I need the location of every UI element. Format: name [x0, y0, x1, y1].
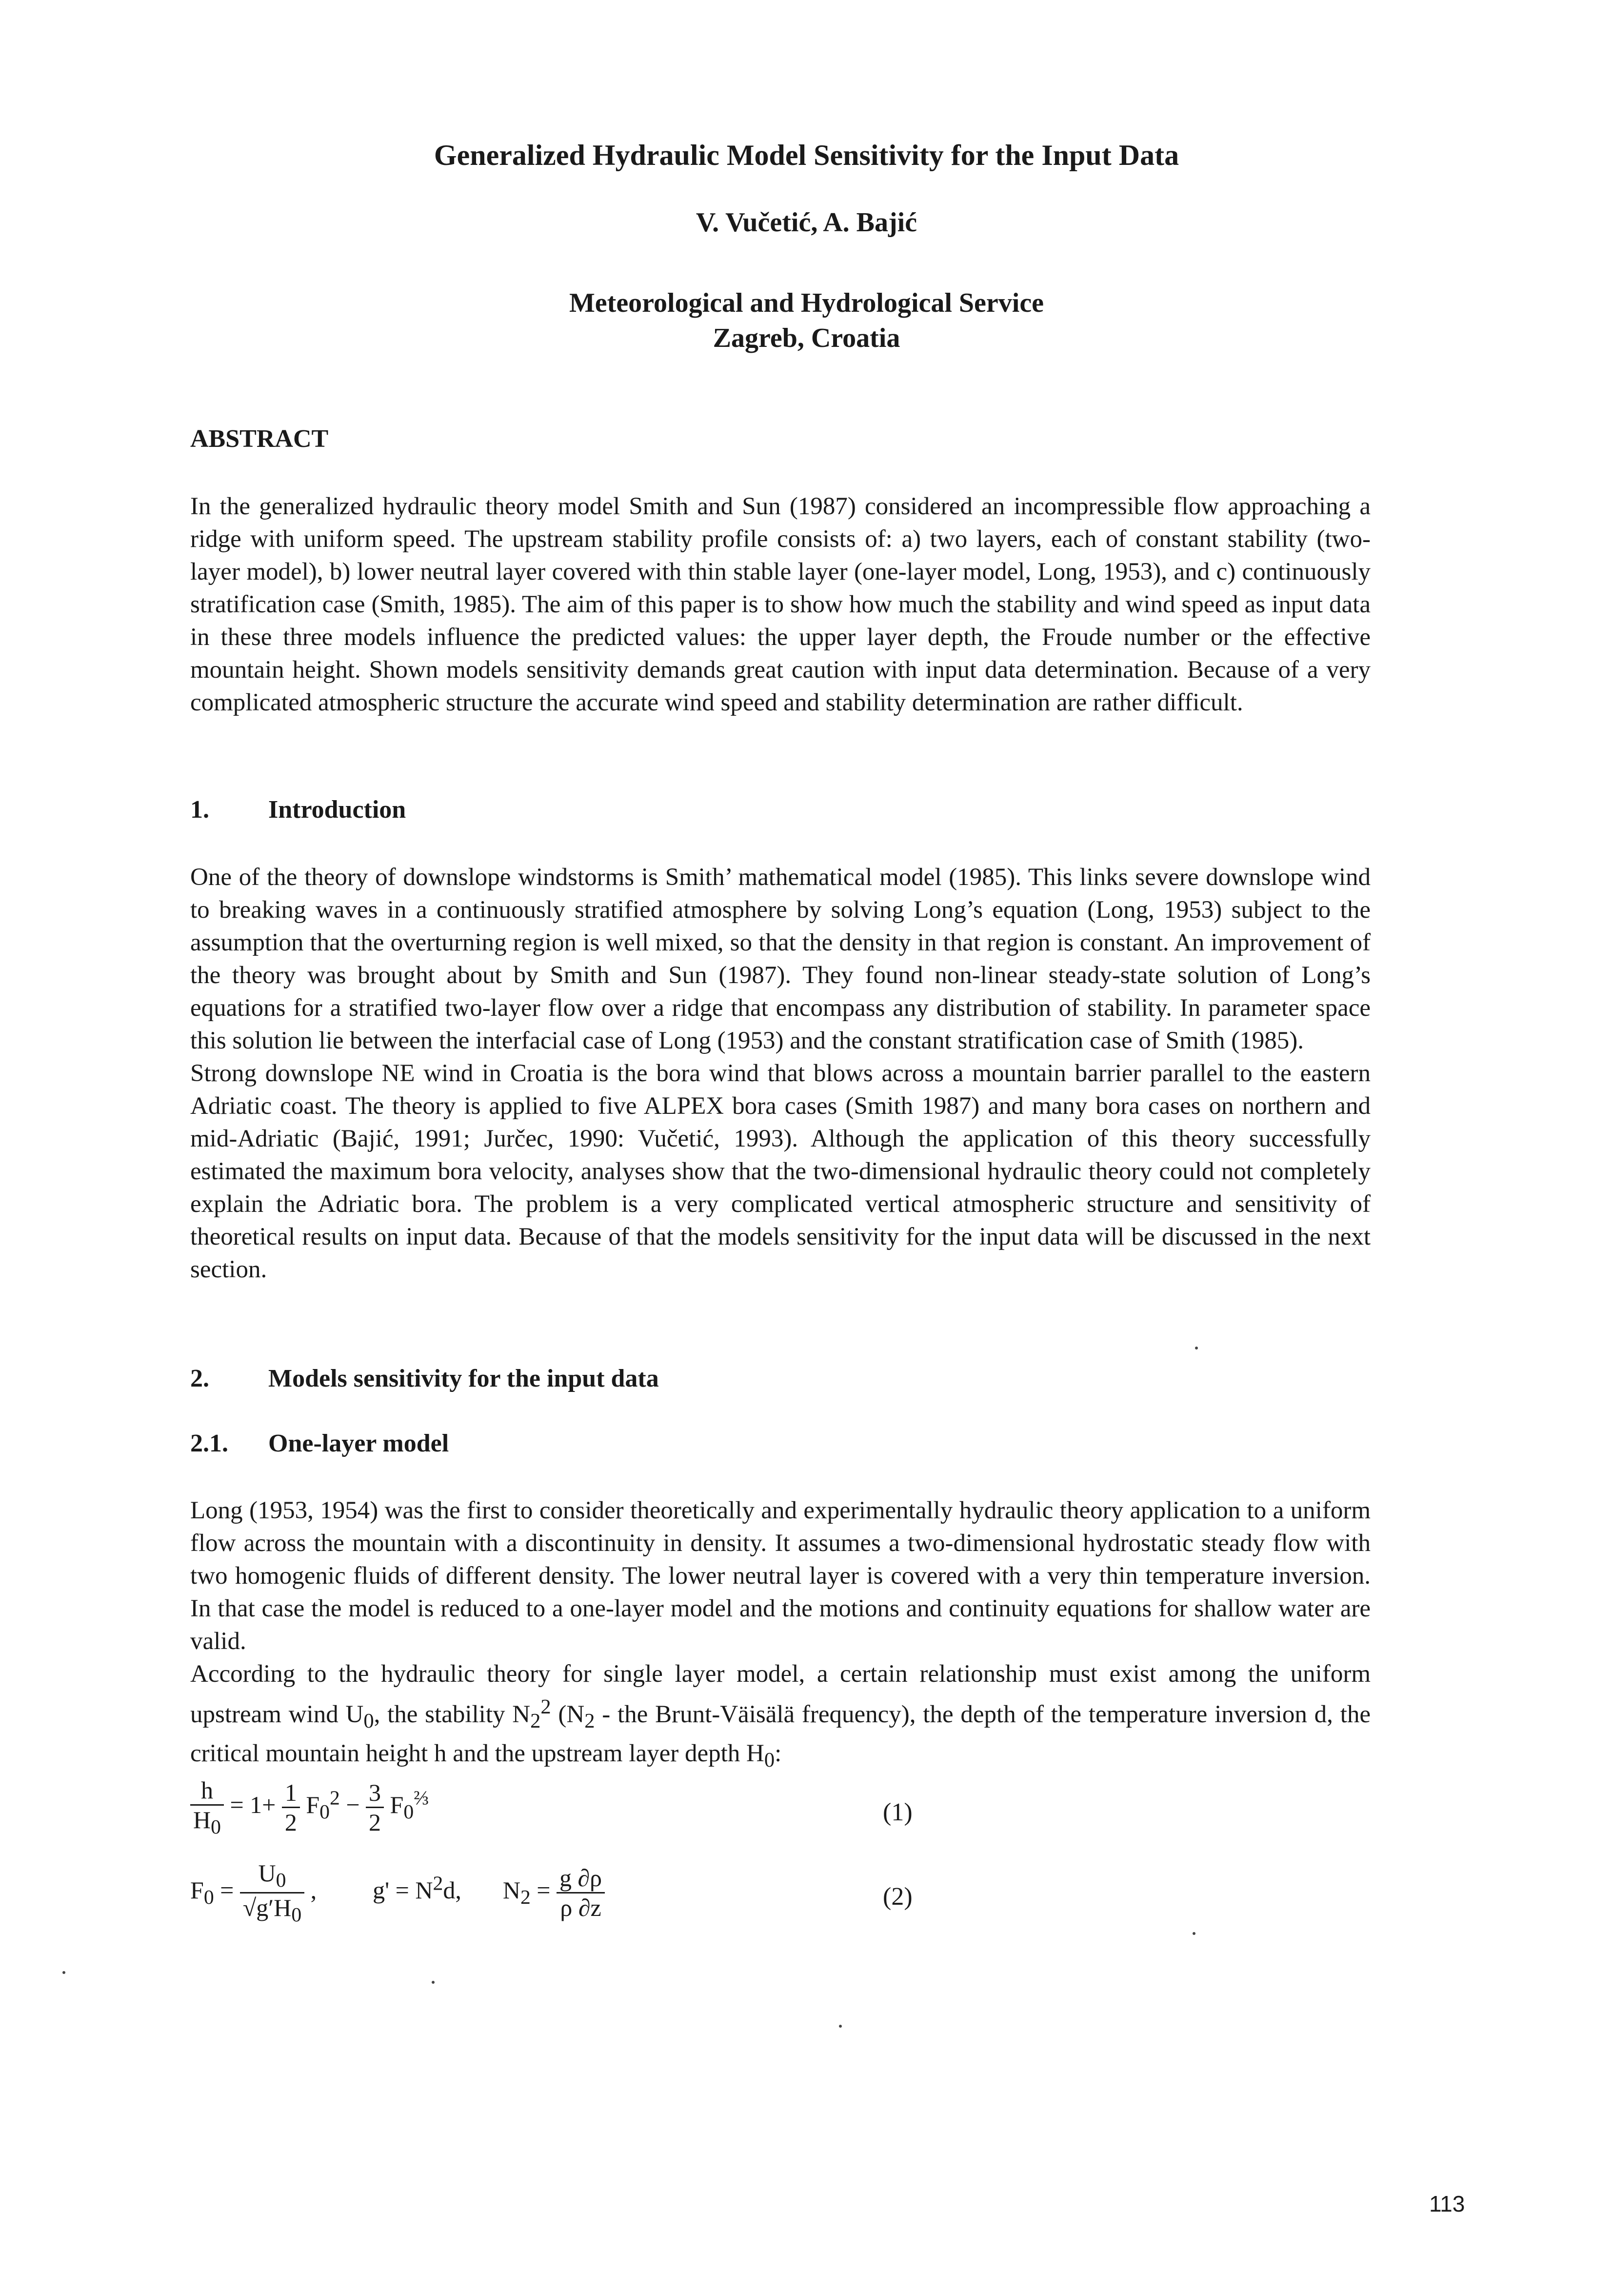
affiliation-line-1: Meteorological and Hydrological Service — [569, 288, 1044, 318]
section-1-title: Introduction — [268, 796, 406, 824]
paper-title: Generalized Hydraulic Model Sensitivity for the Input Data — [434, 139, 1179, 171]
section-1-paragraph-1: One of the theory of downslope windstorms is Smith’ mathematical model (1985). This links severe downslope wind to breaking waves in a continuously stratified atmosphere by solving Long’s equation (Long, 1953) subject to the assumption that the overturning region is well mixed, so that the density in that region is constant. An improvement of the theory was brought about by Smith and Sun (1987). They found non-linear steady-state solution of Long’s equations for a stratified two-layer flow over a ridge that encompass any distribution of stability. In parameter space this solution lie between the interfacial case of Long (1953) and the constant stratification case of Smith (1985). — [190, 864, 1371, 1054]
section-1-body — [190, 861, 1371, 1286]
scan-speck — [839, 2025, 842, 2028]
section-2-heading — [190, 1362, 659, 1395]
section-1-heading — [190, 793, 406, 826]
eq1-three-halves-fraction: $\frac{3}{2}$ — [366, 1778, 384, 1836]
scan-speck — [62, 1971, 65, 1974]
equation-2-number: (2) — [883, 1883, 913, 1911]
abstract-text — [190, 490, 1371, 719]
eq2-froude-fraction: $\frac{U_0}{√g'H_0}$ — [240, 1859, 304, 1927]
scan-speck — [1195, 1347, 1198, 1349]
affiliation — [0, 285, 1613, 356]
equation-1: $\frac{h}{H_0}$ = 1+ $\frac{1}{2}$ $F_0^2$ − $\frac{3}{2}$ $F_0^{\frac{2}{3}}$ — [190, 1776, 429, 1839]
section-2-1-body — [190, 1494, 1371, 1776]
section-2-title: Models sensitivity for the input data — [268, 1365, 659, 1392]
eq1-lhs-fraction: $\frac{h}{H_0}$ — [190, 1776, 224, 1839]
section-1-paragraph-2: Strong downslope NE wind in Croatia is the bora wind that blows across a mountain barrier parallel to the eastern Adriatic coast. The theory is applied to five ALPEX bora cases (Smith 1987) and many bora cases on northern and mid-Adriatic (Bajić, 1991; Jurčec, 1990: Vučetić, 1993). Although the application of this theory successfully estimated the maximum bora velocity, analyses show that the two-dimensional hydraulic theory could not completely explain the Adriatic bora. The problem is a very complicated vertical atmospheric structure and sensitivity of theoretical results on input data. Because of that the models sensitivity for the input data will be discussed in the next section. — [190, 1060, 1371, 1283]
eq2-stability-fraction: $\frac{g \partial\rho}{\rho \partial z}$ — [557, 1864, 605, 1922]
page-number: 113 — [1429, 2191, 1465, 2216]
abstract-heading: ABSTRACT — [190, 425, 329, 453]
section-2-1-paragraph-2: According to the hydraulic theory for single layer model, a certain relationship must exist among the uniform upstream wind $U_0$, the stability $N_2^2$ ($N_2$ - the Brunt-Väisälä frequency), the depth of the temperature inversion d, the critical mountain height h and the upstream layer depth $H_0$: — [190, 1660, 1371, 1772]
affiliation-line-2: Zagreb, Croatia — [713, 323, 900, 353]
abstract-paragraph: In the generalized hydraulic theory model Smith and Sun (1987) considered an incompressible flow approaching a ridge with uniform speed. The upstream stability profile consists of: a) two layers, each of constant stability (two-layer model), b) lower neutral layer covered with thin stable layer (one-layer model, Long, 1953), and c) continuously stratification case (Smith, 1985). The aim of this paper is to show how much the stability and wind speed as input data in these three models influence the predicted values: the upper layer depth, the Froude number or the effective mountain height. Shown models sensitivity demands great caution with input data determination. Because of a very complicated atmospheric structure the accurate wind speed and stability determination are rather difficult. — [190, 493, 1371, 716]
scan-speck — [432, 1981, 435, 1984]
section-2-1-paragraph-1: Long (1953, 1954) was the first to consider theoretically and experimentally hydraulic theory application to a uniform flow across the mountain with a discontinuity in density. It assumes a two-dimensional hydrostatic steady flow with two homogenic fluids of different density. The lower neutral layer is covered with a very thin temperature inversion. In that case the model is reduced to a one-layer model and the motions and continuity equations for shallow water are valid. — [190, 1497, 1371, 1655]
section-2-1-title: One-layer model — [268, 1430, 449, 1457]
eq1-half-fraction: $\frac{1}{2}$ — [282, 1778, 300, 1836]
section-2-1-heading — [190, 1427, 449, 1460]
scan-speck — [1193, 1932, 1195, 1935]
equation-2: $F_0$ = $\frac{U_0}{√g'H_0}$ , $g' = N^2d$, $N_2$ = $\frac{g \partial\rho}{\rho \partial z}$ — [190, 1859, 605, 1927]
section-2-1-number: 2.1. — [190, 1430, 228, 1457]
section-1-number: 1. — [190, 796, 209, 824]
equation-1-number: (1) — [883, 1798, 913, 1826]
section-2-number: 2. — [190, 1365, 209, 1392]
paper-authors: V. Vučetić, A. Bajić — [696, 207, 917, 238]
